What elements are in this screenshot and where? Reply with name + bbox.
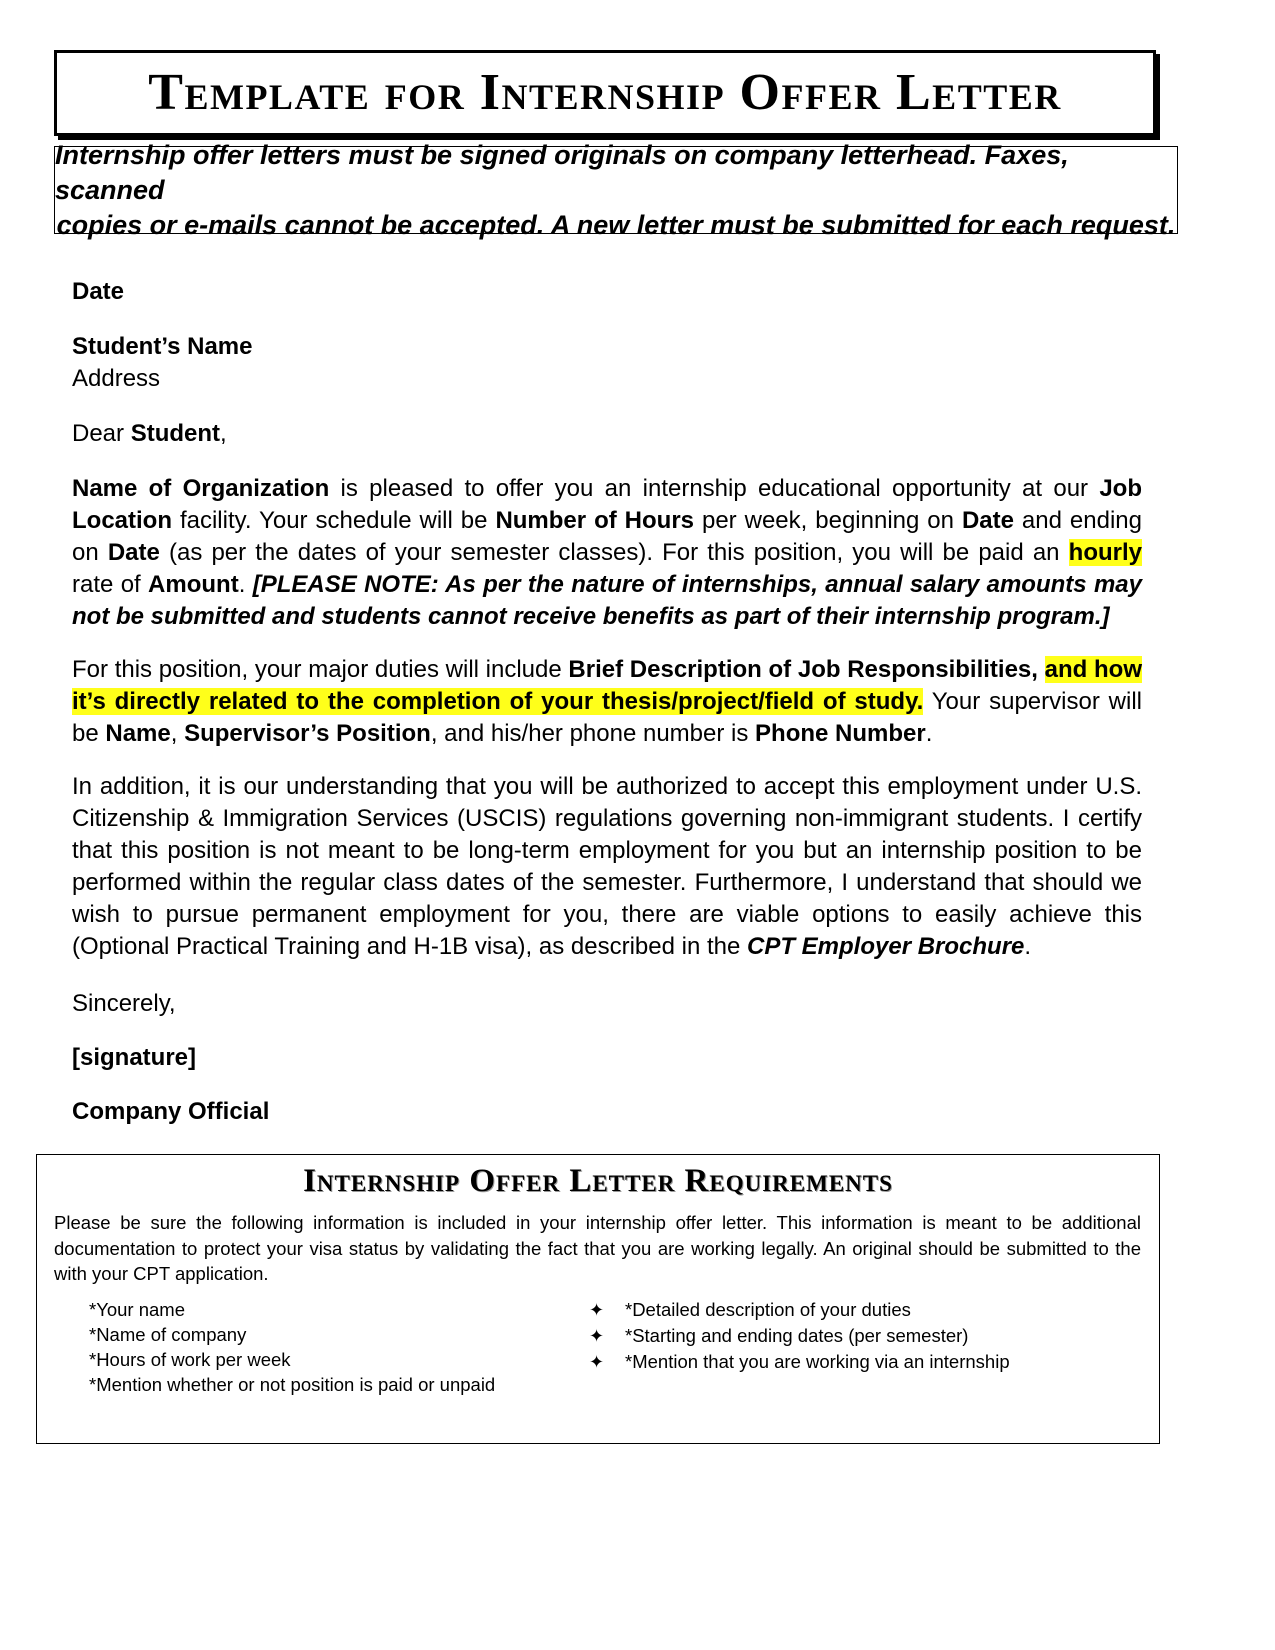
- star-bullet-icon: ✦: [589, 1300, 605, 1320]
- company-official: Company Official: [72, 1098, 270, 1125]
- notice-box: [54, 139, 1178, 240]
- paragraph-offer: [72, 473, 1142, 633]
- supervisor-position: Supervisor’s Position: [184, 720, 431, 747]
- requirements-box: [36, 1154, 1160, 1444]
- auth-text-1: In addition, it is our understanding that you will be authorized to accept this employment under U.S. Citizenship & Immigration Services (USCIS) regulations governing non-immigrant students. I certify that this position is not meant to be long-term employment for you but an internship position to be performed within the regular class dates of the semester. Furthermore, I understand that should we wish to pursue permanent employment for you, there are viable options to easily achieve this (Optional Practical Training and H-1B visa), as described in the: [72, 773, 1142, 960]
- phone-number: Phone Number: [755, 720, 926, 747]
- org-name: Name of Organization: [72, 475, 330, 502]
- duties-text-1: For this position, your major duties will include: [72, 656, 569, 683]
- requirement-text: *Mention whether or not position is paid or unpaid: [89, 1374, 496, 1395]
- amount: Amount: [148, 571, 239, 598]
- star-bullet-icon: ✦: [589, 1326, 605, 1346]
- closing: Sincerely,: [72, 990, 176, 1017]
- offer-text-2: facility. Your schedule will be: [172, 507, 496, 534]
- paragraph-duties: [72, 654, 1142, 750]
- end-date: Date: [107, 539, 160, 566]
- requirement-text: *Mention that you are working via an internship: [625, 1351, 1010, 1372]
- notice-line-2: copies or e-mails cannot be accepted. A new letter must be submitted for each request.: [56, 209, 1176, 240]
- duties-text-4: .: [925, 720, 933, 747]
- list-item: [89, 1297, 495, 1322]
- salutation-suffix: ,: [220, 420, 227, 447]
- offer-text-3: per week, beginning on: [694, 507, 962, 534]
- requirement-text: *Detailed description of your duties: [625, 1299, 911, 1320]
- requirements-list-left: [89, 1297, 495, 1397]
- duties-text-3: , and his/her phone number is: [430, 720, 756, 747]
- hours: Number of Hours: [495, 507, 695, 534]
- list-item: [589, 1349, 1010, 1375]
- salutation-name: Student: [130, 420, 221, 447]
- cpt-brochure: CPT Employer Brochure: [747, 933, 1025, 960]
- requirements-title: Internship Offer Letter Requirements: [303, 1163, 893, 1199]
- auth-text-2: .: [1024, 933, 1032, 960]
- letter-date: Date: [72, 278, 125, 305]
- duties-text-2: Your supervisor will be: [72, 688, 1142, 747]
- student-name: Student’s Name: [72, 333, 253, 360]
- salutation: [72, 418, 1142, 450]
- duties-comma: ,: [170, 720, 185, 747]
- star-bullet-icon: ✦: [589, 1352, 605, 1372]
- letter-body: [72, 276, 1142, 1128]
- list-item: [89, 1322, 495, 1347]
- list-item: [89, 1347, 495, 1372]
- list-item: [589, 1323, 1010, 1349]
- offer-text-1: is pleased to offer you an internship educational opportunity at our: [329, 475, 1100, 502]
- offer-text-6: rate of: [72, 571, 149, 598]
- requirement-text: *Your name: [89, 1299, 185, 1320]
- duties-space: [1038, 656, 1045, 683]
- list-item: [589, 1297, 1010, 1323]
- signature-placeholder: [signature]: [72, 1044, 197, 1071]
- requirement-text: *Hours of work per week: [89, 1349, 291, 1370]
- title-box: [54, 50, 1156, 136]
- duties-related-highlight: and how it’s directly related to the completion of your thesis/project/field of study.: [72, 656, 1142, 715]
- student-address: Address: [72, 365, 161, 392]
- list-item: [89, 1372, 495, 1397]
- offer-text-7: .: [238, 571, 253, 598]
- requirement-text: *Starting and ending dates (per semester): [625, 1325, 969, 1346]
- requirement-text: *Name of company: [89, 1324, 247, 1345]
- hourly-highlight: hourly: [1068, 539, 1142, 566]
- paragraph-authorization: [72, 771, 1142, 963]
- duties-description: Brief Description of Job Responsibilities,: [568, 656, 1038, 683]
- start-date: Date: [961, 507, 1014, 534]
- offer-text-5: (as per the dates of your semester classes). For this position, you will be paid an: [159, 539, 1069, 566]
- salutation-prefix: Dear: [72, 420, 131, 447]
- notice-line-1: Internship offer letters must be signed originals on company letterhead. Faxes, scanned: [55, 139, 1069, 205]
- please-note: [PLEASE NOTE: As per the nature of internships, annual salary amounts may not be submitted and students cannot receive benefits as part of their internship program.]: [72, 571, 1143, 630]
- requirements-list-right: [589, 1297, 1010, 1375]
- offer-text-4: and ending on: [72, 507, 1143, 566]
- supervisor-name: Name: [105, 720, 171, 747]
- page-title: Template for Internship Offer Letter: [148, 64, 1062, 121]
- job-location: Job Location: [72, 475, 1142, 534]
- requirements-intro: Please be sure the following information is included in your internship offer letter. This information is meant to be additional documentation to protect your visa status by validating the fact that you are working legally. An original should be submitted to the with your CPT application.: [54, 1212, 1141, 1284]
